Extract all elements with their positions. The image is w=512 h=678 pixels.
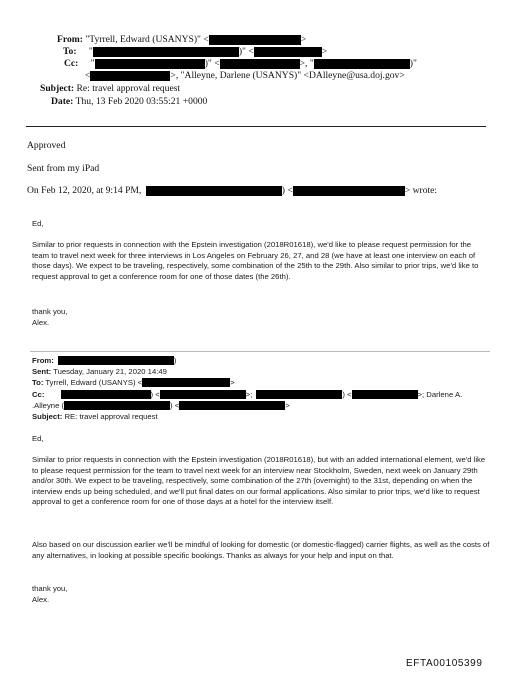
msg2-signoff: thank you,	[32, 584, 68, 593]
cc2-text: >, "Alleyne, Darlene (USANYS)" <DAlleyne@usa.doj.gov>	[170, 70, 405, 81]
msg2-body-2: Also based on our discussion earlier we'll be mindful of looking for domestic (or domestic-flagged) carrier flights, as well as the costs of any alternatives, in looking at possible specific bookings. Thanks as always for your help and input on that.	[32, 540, 490, 560]
on-end: > wrote:	[404, 185, 438, 196]
cc-end: )"	[409, 58, 417, 69]
redaction-block	[314, 59, 410, 69]
redaction-block	[179, 401, 285, 410]
to-end: >	[321, 46, 328, 57]
msg2-subject-value: RE: travel approval request	[64, 412, 158, 421]
on-mid: ) <	[281, 185, 293, 196]
msg2-to-label: To:	[32, 378, 44, 387]
msg2-cc-mid3: ) <	[342, 390, 352, 399]
redaction-block	[93, 47, 239, 57]
cc2-open: <	[85, 70, 91, 81]
cc-line	[64, 58, 417, 70]
msg2-to-value: Tyrrell, Edward (USANYS) <	[45, 378, 143, 387]
redaction-block	[90, 71, 170, 81]
approved-text: Approved	[27, 140, 66, 151]
msg2-cc-line	[32, 390, 462, 401]
redaction-block	[61, 390, 151, 399]
redaction-block	[352, 390, 418, 399]
redaction-block	[58, 356, 174, 365]
date-label: Date:	[51, 96, 74, 107]
msg2-sent-line	[32, 367, 167, 378]
from-line	[57, 34, 306, 46]
on-wrote-line	[27, 185, 437, 197]
msg2-cc2-text: .Alleyne (	[32, 401, 65, 410]
from-end: >	[300, 34, 307, 45]
msg2-cc-continuation	[32, 401, 290, 412]
redaction-block	[64, 401, 170, 410]
redaction-block	[220, 59, 300, 69]
bates-number: EFTA00105399	[406, 658, 483, 669]
redaction-block	[256, 390, 342, 399]
on-prefix: On Feb 12, 2020, at 9:14 PM,	[27, 185, 142, 196]
msg2-to-line	[32, 378, 235, 389]
header-divider	[26, 126, 486, 127]
msg1-greeting: Ed,	[32, 219, 44, 228]
redaction-block	[142, 378, 230, 387]
msg2-cc-label: Cc:	[32, 390, 45, 399]
msg1-signoff: thank you,	[32, 307, 68, 316]
date-value: Thu, 13 Feb 2020 03:55:21 +0000	[75, 96, 208, 107]
sent-from-text: Sent from my iPad	[27, 163, 100, 174]
redaction-block	[293, 186, 405, 196]
quoted-divider	[30, 351, 490, 352]
msg2-cc-mid1: ) <	[150, 390, 160, 399]
msg1-signature: Alex.	[32, 318, 50, 327]
redaction-block	[146, 186, 282, 196]
msg2-greeting: Ed,	[32, 434, 44, 443]
subject-label: Subject:	[40, 83, 75, 94]
msg1-body: Similar to prior requests in connection with the Epstein investigation (2018R01618), we'd like to please request permission for the team to travel next week for three interviews in Los Angeles on February 26, 27, and 28 (we have at least one interview on each of those days). We expect to be traveling, respectively, some combination of the 25th to the 29th. Also similar to prior trips, we'd like to request approval to get a conference room for one of those dates (the 26th).	[32, 240, 479, 281]
cc-continuation	[85, 70, 405, 82]
cc-quote: "	[90, 58, 95, 69]
to-line	[63, 46, 327, 58]
msg2-sent-label: Sent:	[32, 367, 52, 376]
msg2-subject-line	[32, 412, 158, 423]
msg2-cc2-mid: ) <	[170, 401, 180, 410]
msg2-cc-end: >; Darlene A.	[417, 390, 463, 399]
msg2-cc2-end: >	[285, 401, 290, 410]
cc-label: Cc:	[64, 58, 79, 69]
redaction-block	[95, 59, 205, 69]
msg2-from-line	[32, 356, 176, 367]
msg2-body-1: Similar to prior requests in connection with the Epstein investigation (2018R01618), but with an added international element, we'd like to please request permission for the team to travel next week for an interview near Stockholm, Sweden, next week on January 29th and/or 30th. We expect to be traveling, respectively, some combination of the 27th (overnight) to the 31st, depending on when the interview ends up being scheduled, and we'll put final dates on our formal applications. Also similar to prior trips, we'd like to request approval to get a conference room for one of those days at a hotel for the interview itself.	[32, 455, 486, 507]
msg2-from-end: )	[173, 356, 177, 365]
subject-value: Re: travel approval request	[76, 83, 181, 94]
msg2-to-end: >	[230, 378, 235, 387]
to-label: To:	[63, 46, 77, 57]
msg2-signature: Alex.	[32, 595, 50, 604]
msg2-from-label: From:	[32, 356, 54, 365]
date-line	[51, 96, 207, 108]
redaction-block	[160, 390, 246, 399]
msg2-sent-value: Tuesday, January 21, 2020 14:49	[53, 367, 167, 376]
cc-mid1: )" <	[204, 58, 220, 69]
msg2-cc-mid2: >;	[245, 390, 253, 399]
to-mid: )" <	[238, 46, 254, 57]
redaction-block	[209, 35, 301, 45]
redaction-block	[254, 47, 322, 57]
msg2-subject-label: Subject:	[32, 412, 63, 421]
from-value: "Tyrrell, Edward (USANYS)" <	[85, 34, 209, 45]
cc-mid2: >, "	[299, 58, 314, 69]
to-quote: "	[88, 46, 93, 57]
from-label: From:	[57, 34, 83, 45]
subject-line	[40, 83, 180, 95]
